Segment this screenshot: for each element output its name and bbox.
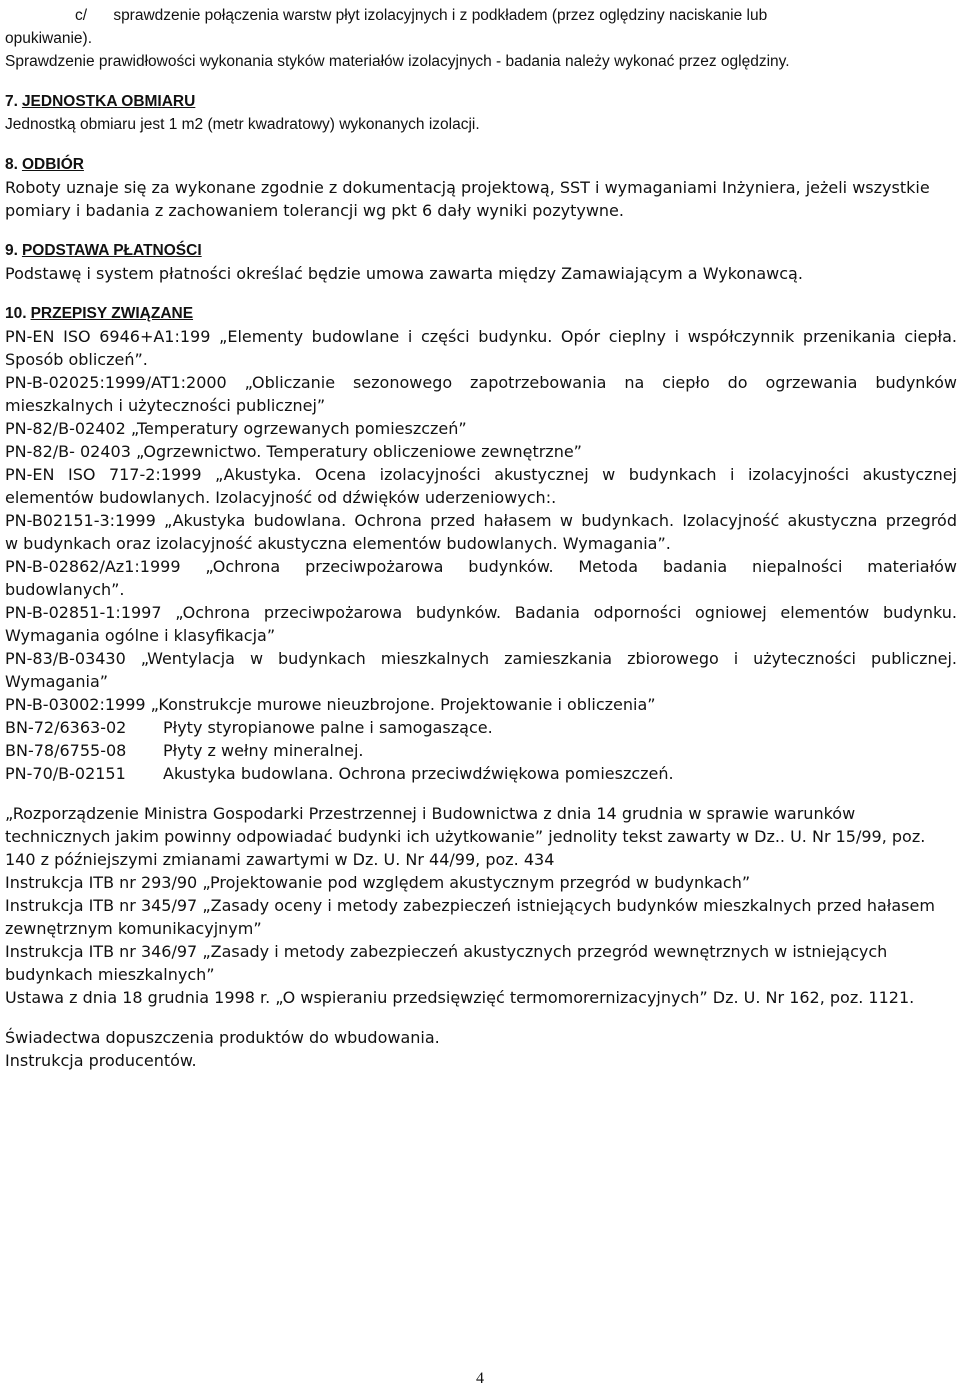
regulation-line: zewnętrznym komunikacyjnym” [5, 919, 262, 938]
section-8-title: ODBIÓR [21, 156, 84, 173]
section-8-line1: Roboty uznaje się za wykonane zgodnie z dokumentacją projektową, SST i wymaganiami Inżyniera, jeżeli wszystkie [5, 178, 930, 197]
item-c-marker: c/ [75, 7, 88, 24]
standard-line: PN-83/B-03430 „Wentylacja w budynkach mieszkalnych zamieszkania zbiorowego i użyteczności publicznej. [5, 649, 957, 668]
section-9-number: 9. [5, 242, 18, 259]
item-c [5, 4, 957, 27]
standard-code: PN-70/B-02151 [5, 764, 126, 783]
standard-line: elementów budowlanych. Izolacyjność od dźwięków uderzeniowych:. [5, 488, 557, 507]
section-8-line2: pomiary i badania z zachowaniem tolerancji wg pkt 6 dały wyniki pozytywne. [5, 201, 624, 220]
section-9-heading [5, 239, 957, 262]
section-7-title: JEDNOSTKA OBMIARU [21, 93, 196, 110]
standard-row [5, 716, 957, 739]
standard-row [5, 739, 957, 762]
spacer [5, 285, 957, 302]
standard-row [5, 762, 957, 785]
standard-line: Wymagania” [5, 672, 109, 691]
section-8-heading [5, 153, 957, 176]
standard-line: w budynkach oraz izolacyjność akustyczna elementów budowlanych. Wymagania”. [5, 534, 671, 553]
standard-title: Akustyka budowlana. Ochrona przeciwdźwiękowa pomieszczeń. [163, 764, 674, 783]
regulation-line: Instrukcja ITB nr 346/97 „Zasady i metody zabezpieczeń akustycznych przegród wewnętrznych w istniejących [5, 942, 888, 961]
spacer [5, 222, 957, 239]
section-8-number: 8. [5, 156, 18, 173]
section-10-number: 10. [5, 305, 27, 322]
standard-title: Płyty z wełny mineralnej. [163, 741, 364, 760]
standard-line: PN-B-03002:1999 „Konstrukcje murowe nieuzbrojone. Projektowanie i obliczenia” [5, 695, 656, 714]
standard-line: PN-EN ISO 717-2:1999 „Akustyka. Ocena izolacyjności akustycznej w budynkach i izolacyjności akustycznej [5, 465, 957, 484]
standard-title: Płyty styropianowe palne i samogaszące. [163, 718, 493, 737]
spacer [5, 1009, 957, 1026]
standard-line: mieszkalnych i użyteczności publicznej” [5, 396, 326, 415]
section-7-heading [5, 90, 957, 113]
standard-line: Sposób obliczeń”. [5, 350, 148, 369]
section-7-number: 7. [5, 93, 18, 110]
regulation-line: technicznych jakim powinny odpowiadać budynki ich użytkowanie” jednolity tekst zawarty w Dz.. U. Nr 15/99, poz. [5, 827, 926, 846]
standard-line: budowlanych”. [5, 580, 125, 599]
section-10-heading [5, 302, 957, 325]
section-9-title: PODSTAWA PŁATNOŚCI [21, 242, 202, 259]
section-9-body: Podstawę i system płatności określać będzie umowa zawarta między Zamawiającym a Wykonawcą. [5, 264, 803, 283]
regulation-line: Instrukcja ITB nr 293/90 „Projektowanie pod względem akustycznym przegród w budynkach” [5, 873, 751, 892]
spacer [5, 73, 957, 90]
item-c-text-line1: sprawdzenie połączenia warstw płyt izolacyjnych i z podkładem (przez oględziny naciskanie lub [113, 7, 768, 24]
standard-code: BN-78/6755-08 [5, 741, 127, 760]
spacer [5, 785, 957, 802]
regulation-line: Instrukcja ITB nr 345/97 „Zasady oceny i metody zabezpieczeń istniejących budynków mieszkalnych przed hałasem [5, 896, 935, 915]
standard-line: PN-B-02851-1:1997 „Ochrona przeciwpożarowa budynków. Badania odporności ogniowej elementów budynku. [5, 603, 957, 622]
section-7-body: Jednostką obmiaru jest 1 m2 (metr kwadratowy) wykonanych izolacji. [5, 116, 480, 133]
standard-line: Wymagania ogólne i klasyfikacja” [5, 626, 276, 645]
document-page [5, 4, 957, 1072]
spacer [5, 136, 957, 153]
standard-line: PN-B-02025:1999/AT1:2000 „Obliczanie sezonowego zapotrzebowania na ciepło do ogrzewania budynków [5, 373, 957, 392]
standard-line: PN-82/B- 02403 „Ogrzewnictwo. Temperatury obliczeniowe zewnętrzne” [5, 442, 582, 461]
standard-line: PN-EN ISO 6946+A1:199 „Elementy budowlane i części budynku. Opór cieplny i współczynnik przenikania ciepła. [5, 327, 957, 346]
closing-line: Świadectwa dopuszczenia produktów do wbudowania. [5, 1028, 440, 1047]
standard-code: BN-72/6363-02 [5, 718, 127, 737]
section-10-title: PRZEPISY ZWIĄZANE [30, 305, 194, 322]
item-c-text-line2: opukiwanie). [5, 30, 93, 47]
joints-check-text: Sprawdzenie prawidłowości wykonania styków materiałów izolacyjnych - badania należy wykonać przez oględziny. [5, 53, 790, 70]
standard-line: PN-82/B-02402 „Temperatury ogrzewanych pomieszczeń” [5, 419, 467, 438]
regulation-line: Ustawa z dnia 18 grudnia 1998 r. „O wspieraniu przedsięwzięć termomorernizacyjnych” Dz. U. Nr 162, poz. 1121. [5, 988, 915, 1007]
standard-line: PN-B-02862/Az1:1999 „Ochrona przeciwpożarowa budynków. Metoda badania niepalności materiałów [5, 557, 957, 576]
regulation-line: 140 z późniejszymi zmianami zawartymi w Dz. U. Nr 44/99, poz. 434 [5, 850, 555, 869]
regulation-line: budynkach mieszkalnych” [5, 965, 215, 984]
standard-line: PN-B02151-3:1999 „Akustyka budowlana. Ochrona przed hałasem w budynkach. Izolacyjność akustyczna przegród [5, 511, 957, 530]
page-number: 4 [476, 1370, 484, 1387]
regulation-line: „Rozporządzenie Ministra Gospodarki Przestrzennej i Budownictwa z dnia 14 grudnia w sprawie warunków [5, 804, 856, 823]
closing-line: Instrukcja producentów. [5, 1051, 197, 1070]
